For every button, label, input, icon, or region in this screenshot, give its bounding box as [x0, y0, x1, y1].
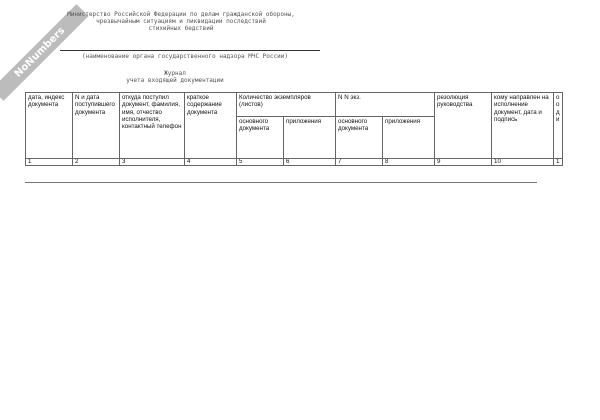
col-header-resolution: резолюция руководства: [435, 93, 492, 159]
column-number: 10: [492, 159, 554, 166]
incoming-docs-table: [25, 92, 563, 166]
col-header-copy-numbers: N N экз.: [336, 93, 435, 117]
journal-title: Журнал: [164, 70, 186, 77]
footer-rule: [25, 182, 537, 183]
col-header-cut-off: о о д и: [554, 93, 563, 159]
column-number: 7: [336, 159, 383, 166]
subcol-header-main-doc: основного документа: [336, 117, 383, 159]
column-number: 5: [237, 159, 284, 166]
watermark-badge: NoNumbers: [0, 4, 88, 101]
ministry-header: [36, 11, 326, 32]
column-number: 9: [435, 159, 492, 166]
column-number: 3: [120, 159, 185, 166]
column-number: 2: [73, 159, 120, 166]
subcol-header-main-doc: основного документа: [237, 117, 284, 159]
journal-subtitle: учета входящей документации: [126, 77, 224, 84]
ministry-header-line: стихийных бедствий: [148, 25, 214, 32]
col-header-incoming-number: N и дата поступившего документа: [73, 93, 120, 159]
subcol-header-attachments: приложения: [383, 117, 435, 159]
col-header-date-index: дата, индекс документа: [26, 93, 73, 159]
journal-title-block: [120, 70, 230, 84]
ministry-header-line: чрезвычайным ситуациям и ликвидации последствий: [96, 18, 266, 25]
column-number: 1: [26, 159, 73, 166]
ministry-header-line: Министерство Российской Федерации по делам гражданской обороны,: [67, 11, 295, 18]
col-header-source: откуда поступил документ, фамилия, имя, отчество исполнителя, контактный телефон: [120, 93, 185, 159]
col-header-copies-count: Количество экземпляров (листов): [237, 93, 336, 117]
column-number: 6: [284, 159, 336, 166]
organ-name-caption: (наименование органа государственного надзора МЧС России): [82, 53, 288, 60]
organ-name-line: [60, 50, 320, 51]
column-number: 4: [185, 159, 237, 166]
column-number: 8: [383, 159, 435, 166]
column-number: 1: [554, 159, 563, 166]
subcol-header-attachments: приложения: [284, 117, 336, 159]
col-header-sent-to: кому направлен на исполнение документ, дата и подпись: [492, 93, 554, 159]
col-header-summary: краткое содержание документа: [185, 93, 237, 159]
